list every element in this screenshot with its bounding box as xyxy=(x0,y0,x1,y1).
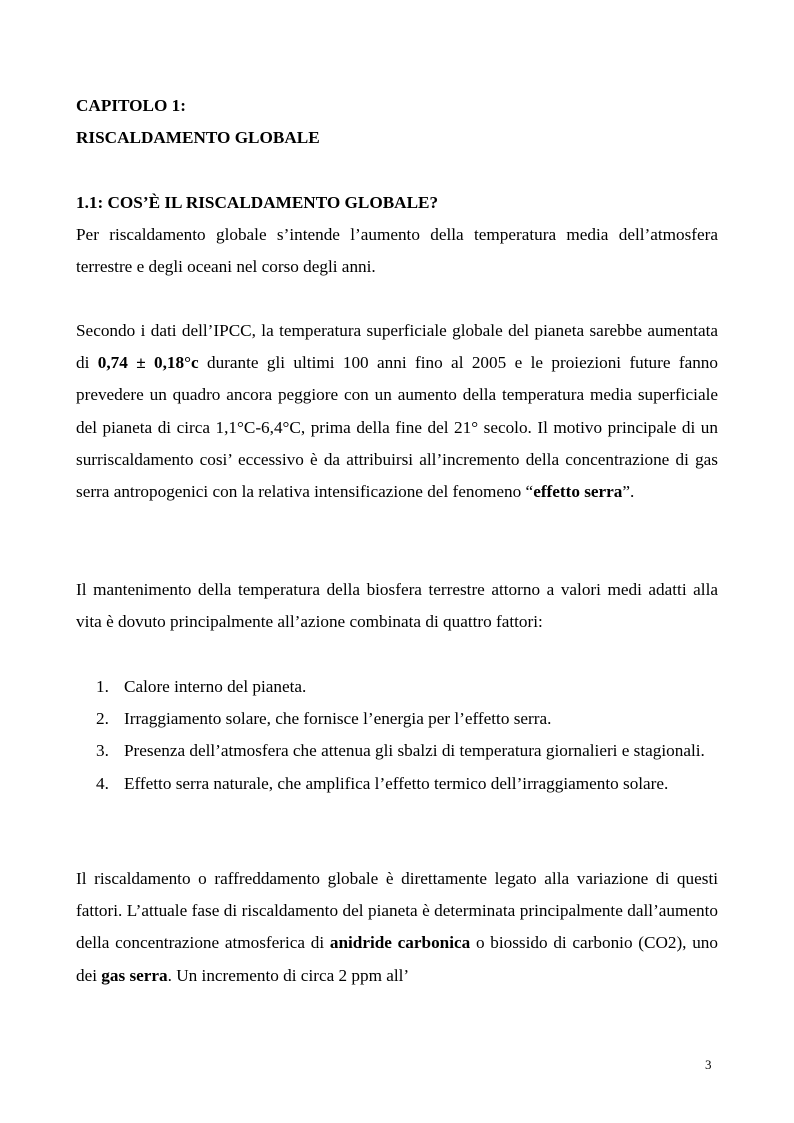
paragraph-4-part-1: Il riscaldamento o raffreddamento globale è direttamente legato alla variazione di questi fattori. L’attuale fase di riscaldamento del pianeta è determinata principalmente dall’aumento della concentrazione atmosferica di xyxy=(76,869,718,953)
list-item-text: Irraggiamento solare, che fornisce l’energia per l’effetto serra. xyxy=(124,709,552,729)
paragraph-2-part-1: Secondo i dati dell’IPCC, la temperatura superficiale globale del pianeta sarebbe aumentata di xyxy=(76,321,718,373)
greenhouse-effect-term: effetto serra xyxy=(533,482,623,502)
paragraph-2-text xyxy=(76,315,718,508)
chapter-label: CAPITOLO 1: xyxy=(76,96,186,115)
greenhouse-gas-term: gas serra xyxy=(101,965,168,985)
section-title: 1.1: COS’È IL RISCALDAMENTO GLOBALE? xyxy=(76,193,439,212)
list-item-text: Calore interno del pianeta. xyxy=(124,677,307,696)
paragraph-4 xyxy=(76,863,718,992)
factors-list xyxy=(96,671,718,800)
list-item-text: Presenza dell’atmosfera che attenua gli sbalzi di temperatura giornalieri e stagionali. xyxy=(124,741,705,761)
paragraph-2-part-2: durante gli ultimi 100 anni fino al 2005 e le proiezioni future fanno prevedere un quadro ancora peggiore con un aumento della temperatura media superficiale del pianeta di circa 1,1°C-6,4°C, prima della fine del 21° secolo. Il motivo principale di un surriscaldamento cosi’ eccessivo è da attribuirsi all’incremento della concentrazione di gas serra antropogenici con la relativa intensificazione del fenomeno “ xyxy=(76,353,718,502)
paragraph-1-text: Per riscaldamento globale s’intende l’aumento della temperatura media dell’atmosfera terrestre e degli oceani nel corso degli anni. xyxy=(76,225,718,277)
temperature-increase-value: 0,74 ± 0,18°c xyxy=(97,353,199,373)
list-item-number: 1. xyxy=(96,677,109,696)
paragraph-2 xyxy=(76,315,718,508)
page-number: 3 xyxy=(705,1057,712,1072)
list-item xyxy=(96,703,718,735)
paragraph-4-part-2: o biossido di carbonio (CO2), uno dei xyxy=(76,933,718,985)
paragraph-4-part-3: . Un incremento di circa 2 ppm all’ xyxy=(167,965,410,985)
list-item xyxy=(96,671,718,703)
list-item xyxy=(96,768,718,800)
carbon-dioxide-term: anidride carbonica xyxy=(329,933,471,953)
list-item xyxy=(96,735,718,767)
list-item-number: 4. xyxy=(96,773,109,793)
list-item-number: 3. xyxy=(96,741,109,761)
chapter-title: RISCALDAMENTO GLOBALE xyxy=(76,128,320,147)
list-item-text: Effetto serra naturale, che amplifica l’effetto termico dell’irraggiamento solare. xyxy=(124,773,669,793)
chapter-heading xyxy=(76,90,718,154)
paragraph-2-part-3: ”. xyxy=(622,482,635,502)
paragraph-4-text xyxy=(76,863,718,992)
paragraph-3-text: Il mantenimento della temperatura della biosfera terrestre attorno a valori medi adatti alla vita è dovuto principalmente all’azione combinata di quattro fattori: xyxy=(76,580,718,632)
list-item-number: 2. xyxy=(96,709,109,729)
section-heading xyxy=(76,187,718,219)
paragraph-3 xyxy=(76,574,718,638)
paragraph-1 xyxy=(76,219,718,283)
